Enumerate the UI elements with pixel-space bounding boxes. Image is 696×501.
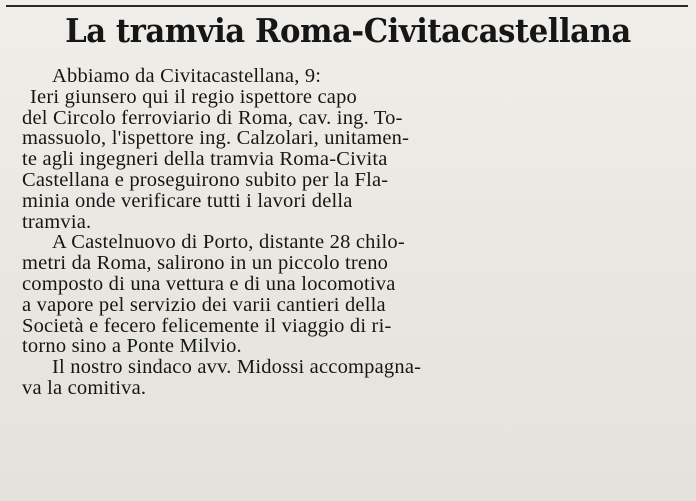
article-line: va la comitiva. bbox=[22, 376, 147, 399]
article-line: Società e fecero felicemente il viaggio di ri- bbox=[22, 314, 392, 337]
headline: La tramvia Roma-Civitacastellana bbox=[65, 11, 631, 50]
article-line: A Castelnuovo di Porto, distante 28 chilo- bbox=[52, 231, 405, 254]
article-line: tramvia. bbox=[22, 210, 92, 233]
article-body bbox=[22, 66, 690, 399]
article-line: del Circolo ferroviario di Roma, cav. ing. To- bbox=[22, 106, 403, 129]
article-line: Castellana e proseguirono subito per la Fla- bbox=[22, 168, 389, 191]
top-rule bbox=[6, 5, 688, 7]
article-line: a vapore pel servizio dei varii cantieri della bbox=[22, 293, 386, 316]
article-line: Il nostro sindaco avv. Midossi accompagna- bbox=[52, 356, 422, 379]
article-line: torno sino a Ponte Milvio. bbox=[22, 335, 242, 358]
article-line: Abbiamo da Civitacastellana, 9: bbox=[52, 65, 322, 87]
article-line: metri da Roma, salirono in un piccolo treno bbox=[22, 252, 389, 275]
article-line: te agli ingegneri della tramvia Roma-Civita bbox=[22, 148, 388, 171]
article-line: minia onde verificare tutti i lavori della bbox=[22, 189, 353, 212]
article-line: Ieri giunsero qui il regio ispettore capo bbox=[30, 85, 357, 108]
article-line: composto di una vettura e di una locomotiva bbox=[22, 272, 396, 295]
article-line: massuolo, l'ispettore ing. Calzolari, unitamen- bbox=[22, 127, 410, 150]
